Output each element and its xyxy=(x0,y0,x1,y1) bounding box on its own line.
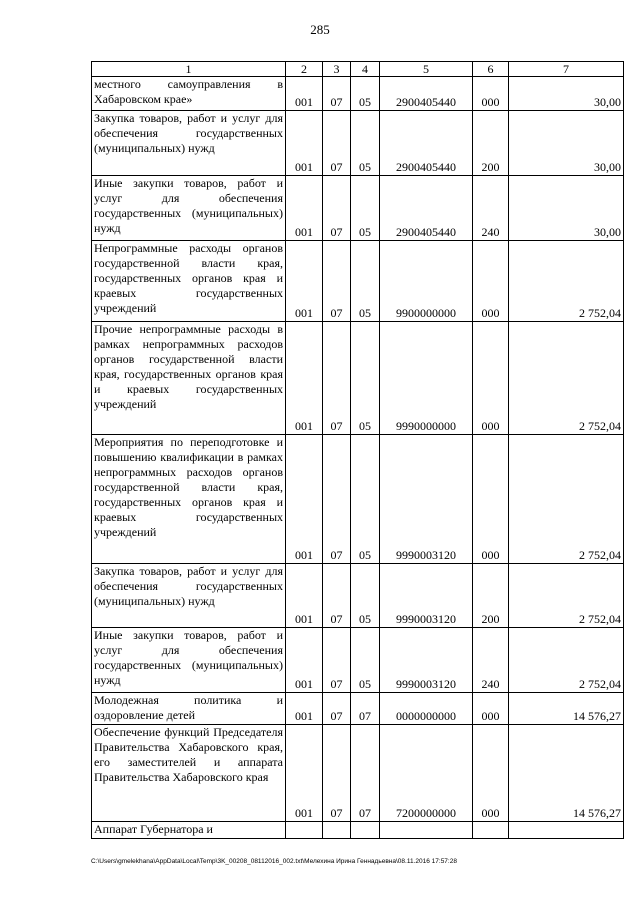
row-c2: 001 xyxy=(286,77,323,111)
row-c6: 200 xyxy=(473,564,509,628)
row-amount: 2 752,04 xyxy=(509,628,624,693)
table-row xyxy=(92,77,624,111)
row-name: Прочие непрограммные расходы в рамках непрограммных расходов органов государственной власти края, государственных органов края и краевых государственных учреждений xyxy=(92,322,286,435)
row-c5: 9990003120 xyxy=(380,435,473,564)
row-c4: 05 xyxy=(351,176,380,241)
row-name: Закупка товаров, работ и услуг для обеспечения государственных (муниципальных) нужд xyxy=(92,111,286,176)
header-col-6: 6 xyxy=(473,62,509,77)
row-c2: 001 xyxy=(286,564,323,628)
row-c5: 9990000000 xyxy=(380,322,473,435)
table-row xyxy=(92,693,624,725)
row-c6: 200 xyxy=(473,111,509,176)
row-c5: 7200000000 xyxy=(380,725,473,822)
row-amount: 2 752,04 xyxy=(509,564,624,628)
row-c2: 001 xyxy=(286,628,323,693)
row-name: Молодежная политика и оздоровление детей xyxy=(92,693,286,725)
row-c2: 001 xyxy=(286,176,323,241)
table-row xyxy=(92,176,624,241)
row-c2: 001 xyxy=(286,435,323,564)
row-amount: 14 576,27 xyxy=(509,693,624,725)
row-c6: 000 xyxy=(473,322,509,435)
row-c6: 000 xyxy=(473,435,509,564)
row-c4: 05 xyxy=(351,628,380,693)
table-row xyxy=(92,322,624,435)
row-c6: 000 xyxy=(473,241,509,322)
budget-table xyxy=(91,61,624,839)
row-c5: 2900405440 xyxy=(380,77,473,111)
row-name: местного самоуправления в Хабаровском крае» xyxy=(92,77,286,111)
row-c3: 07 xyxy=(323,725,351,822)
table-row xyxy=(92,822,624,839)
row-amount: 2 752,04 xyxy=(509,322,624,435)
row-c3: 07 xyxy=(323,241,351,322)
row-c2: 001 xyxy=(286,241,323,322)
row-amount: 30,00 xyxy=(509,176,624,241)
header-col-7: 7 xyxy=(509,62,624,77)
row-c4: 05 xyxy=(351,435,380,564)
table-row xyxy=(92,435,624,564)
table-row xyxy=(92,628,624,693)
table-header xyxy=(92,62,624,77)
header-col-4: 4 xyxy=(351,62,380,77)
row-name: Закупка товаров, работ и услуг для обеспечения государственных (муниципальных) нужд xyxy=(92,564,286,628)
row-c5 xyxy=(380,822,473,839)
row-c5: 9990003120 xyxy=(380,628,473,693)
row-c6: 000 xyxy=(473,693,509,725)
row-c5: 2900405440 xyxy=(380,111,473,176)
header-col-2: 2 xyxy=(286,62,323,77)
row-c3: 07 xyxy=(323,77,351,111)
row-c3: 07 xyxy=(323,176,351,241)
row-amount xyxy=(509,822,624,839)
row-c5: 2900405440 xyxy=(380,176,473,241)
table-row xyxy=(92,564,624,628)
file-path-footer: C:\Users\gmelekhana\AppData\Local\Temp\3K_00208_08112016_002.txt\Мелехина Ирина Геннадьевна\08.11.2016 17:57:28 xyxy=(91,858,457,865)
table-row xyxy=(92,111,624,176)
row-c4: 07 xyxy=(351,725,380,822)
row-name: Иные закупки товаров, работ и услуг для обеспечения государственных (муниципальных) нужд xyxy=(92,176,286,241)
table-body xyxy=(92,77,624,839)
row-c3 xyxy=(323,822,351,839)
row-c6: 240 xyxy=(473,628,509,693)
table-row xyxy=(92,241,624,322)
header-col-3: 3 xyxy=(323,62,351,77)
row-c5: 0000000000 xyxy=(380,693,473,725)
row-name: Иные закупки товаров, работ и услуг для обеспечения государственных (муниципальных) нужд xyxy=(92,628,286,693)
table-row xyxy=(92,725,624,822)
row-c6: 000 xyxy=(473,77,509,111)
row-c4: 05 xyxy=(351,322,380,435)
row-c6: 000 xyxy=(473,725,509,822)
row-c3: 07 xyxy=(323,628,351,693)
header-col-5: 5 xyxy=(380,62,473,77)
page-number: 285 xyxy=(310,22,330,37)
row-c6 xyxy=(473,822,509,839)
row-name: Непрограммные расходы органов государственной власти края, государственных органов края и краевых государственных учреждений xyxy=(92,241,286,322)
row-c5: 9990003120 xyxy=(380,564,473,628)
row-c4: 05 xyxy=(351,111,380,176)
row-c3: 07 xyxy=(323,322,351,435)
row-amount: 2 752,04 xyxy=(509,435,624,564)
header-col-1: 1 xyxy=(92,62,286,77)
row-name: Обеспечение функций Председателя Правительства Хабаровского края, его заместителей и аппарата Правительства Хабаровского края xyxy=(92,725,286,822)
row-c2: 001 xyxy=(286,725,323,822)
row-amount: 30,00 xyxy=(509,77,624,111)
row-c2: 001 xyxy=(286,693,323,725)
row-amount: 14 576,27 xyxy=(509,725,624,822)
row-amount: 30,00 xyxy=(509,111,624,176)
row-c2: 001 xyxy=(286,111,323,176)
row-c5: 9900000000 xyxy=(380,241,473,322)
row-c4 xyxy=(351,822,380,839)
row-c4: 05 xyxy=(351,77,380,111)
row-c3: 07 xyxy=(323,435,351,564)
row-c4: 07 xyxy=(351,693,380,725)
row-c6: 240 xyxy=(473,176,509,241)
row-c4: 05 xyxy=(351,564,380,628)
row-amount: 2 752,04 xyxy=(509,241,624,322)
row-c3: 07 xyxy=(323,111,351,176)
row-name: Аппарат Губернатора и xyxy=(92,822,286,839)
row-c4: 05 xyxy=(351,241,380,322)
row-c2: 001 xyxy=(286,322,323,435)
header-row xyxy=(92,62,624,77)
row-c3: 07 xyxy=(323,564,351,628)
row-c2 xyxy=(286,822,323,839)
row-c3: 07 xyxy=(323,693,351,725)
row-name: Мероприятия по переподготовке и повышению квалификации в рамках непрограммных расходов органов государственной власти края, государственных органов края и краевых государственных учреждений xyxy=(92,435,286,564)
